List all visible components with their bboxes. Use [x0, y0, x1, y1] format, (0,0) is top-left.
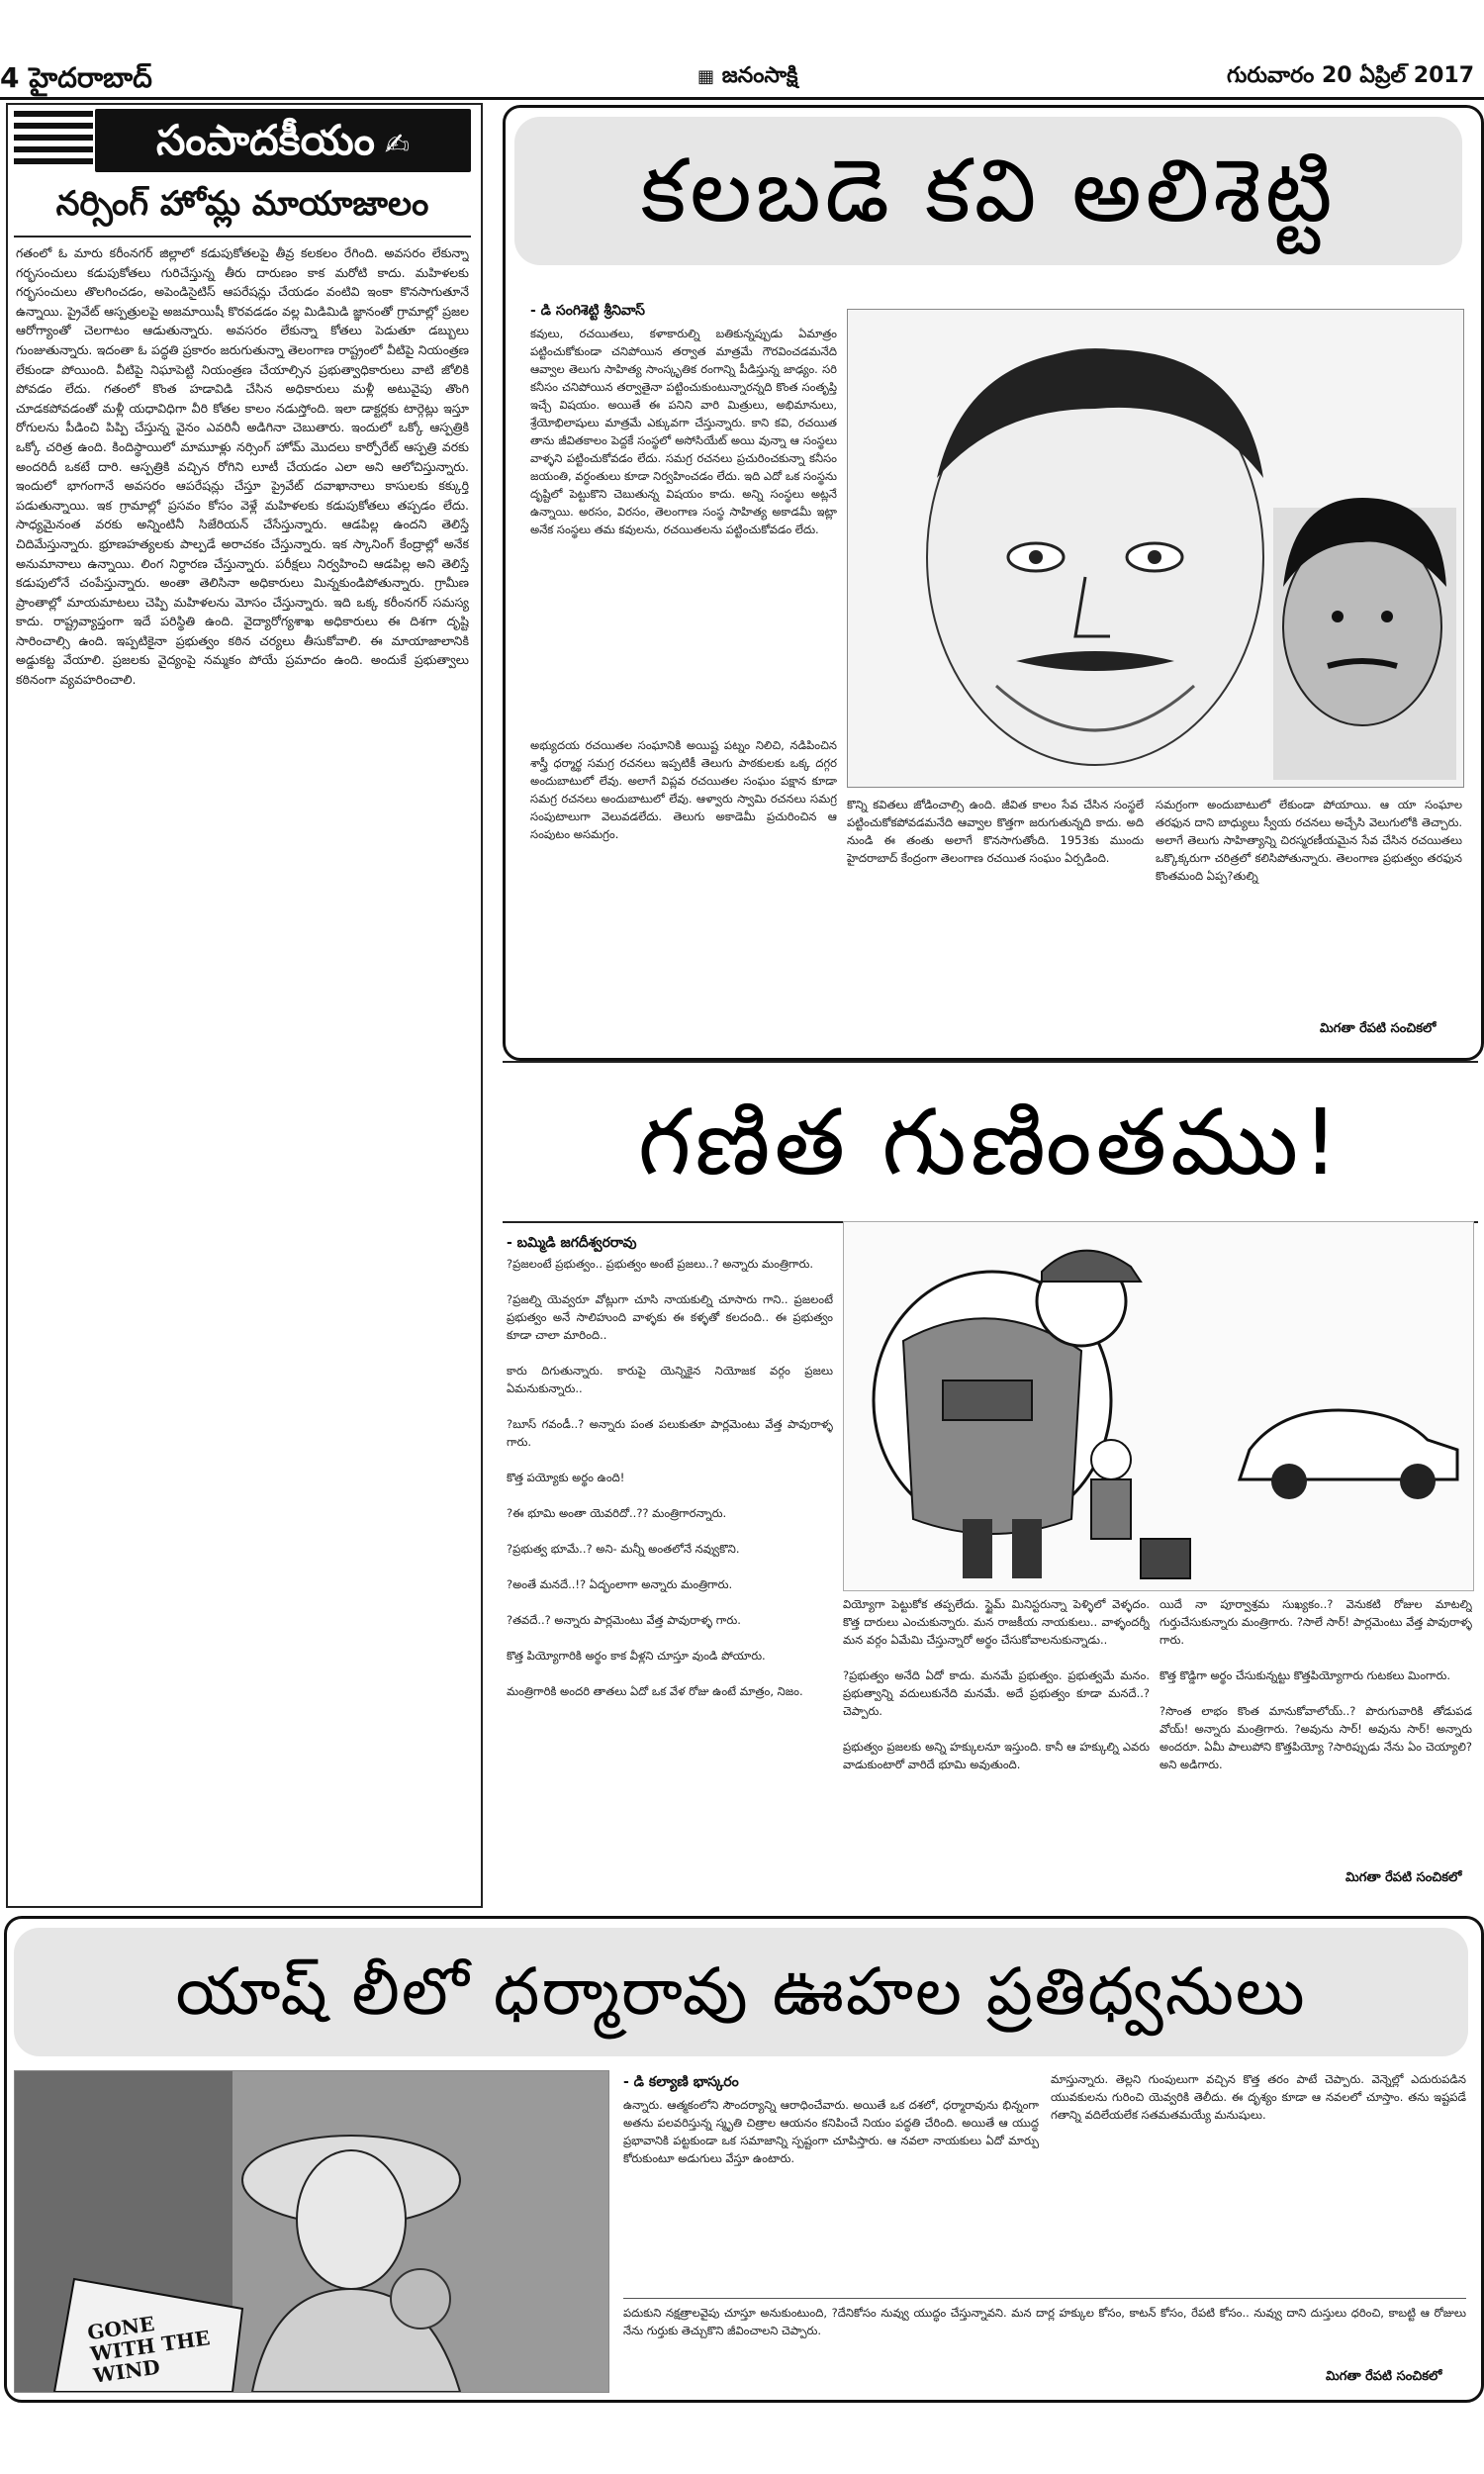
- page-number-city: 4 హైదరాబాద్: [0, 61, 152, 94]
- editorial-headline: నర్సింగ్ హోమ్ల మాయాజాలం: [55, 184, 429, 224]
- editorial-banner: [95, 109, 471, 172]
- cartoon-drawing: [844, 1222, 1473, 1590]
- editorial-banner-label: సంపాదకీయం: [155, 116, 375, 164]
- article-ashley-inner-rule: [623, 2298, 1466, 2299]
- article-ashley-title: యాష్ లీలో ధర్మారావు ఊహల ప్రతిధ్వనులు: [14, 1928, 1468, 2056]
- article-alishetti-byline: - డి సంగిశెట్టి శ్రీనివాస్: [530, 303, 645, 319]
- article-alishetti-continued: మిగతా రేపటి సంచికలో: [1320, 1021, 1437, 1036]
- article-ashley-col2: మాస్తున్నారు. తెల్లని గుంపులుగా వచ్చిన కొత్త తరం పాటే చెప్పారు. వెన్నెల్లో ఎదురుపడిన యువకులను గురించి యెవ్వరికి తెలీదు. ఈ దృశ్యం కూడా ఆ నవలలో చూస్తాం. తను ఇష్టపడే గతాన్ని వదిలేయలేక సతమతమయ్యే మనుషులు.: [1051, 2072, 1466, 2122]
- article-ganitha-title: గణిత గుణింతము!: [503, 1069, 1478, 1217]
- article-alishetti-col4: సమగ్రంగా అందుబాటులో లేకుండా పోయాయి. ఆ యా సంఘాల తరఫున దాని బాధ్యులు స్వీయ రచనలు అచ్చేసి వెలుగులోకి తెచ్చారు. అలాగే తెలుగు సాహిత్యాన్ని చిరస్మరణీయమైన సేవ చేసిన రచయితలు ఒక్కొక్కరుగా చరిత్రలో కలిసిపోతున్నారు. తెలంగాణ ప్రభుత్వం తరఫున కొంతమంది ఏప్ప?తుల్ని: [1156, 798, 1462, 883]
- article-ashley-continued: మిగతా రేపటి సంచికలో: [1326, 2369, 1442, 2384]
- editorial-banner-bars: [14, 111, 93, 170]
- masthead-label: జనంసాక్షి: [721, 63, 798, 88]
- masthead-logo-icon: ▦: [697, 66, 715, 87]
- minister-cartoon-illustration: [843, 1221, 1474, 1591]
- article-ashley-byline: - డి కల్యాణి భాస్కరం: [623, 2074, 739, 2090]
- article-ganitha-byline: - బమ్మిడి జగదీశ్వరరావు: [507, 1235, 637, 1251]
- masthead: [697, 63, 798, 93]
- article-ganitha-divider: [503, 1061, 1478, 1063]
- article-ganitha-col1: ?ప్రజలంటే ప్రభుత్వం.. ప్రభుత్వం అంటే ప్రజలు..? అన్నారు మంత్రిగారు. ?ప్రజల్ని యెవ్వరూ వోట్లుగా చూసి నాయకుల్ని చూసారు గాని.. ప్రజలంటే ప్రభుత్వం అనే సాలిహుంది వాళ్ళకు ఈ కళ్ళతో కలదంది.. ఈ ప్రభుత్వం కూడా చాలా మారింది.. కారు దిగుతున్నారు. కారుపై యెన్నికైన నియోజక వర్గం ప్రజలు ఏమనుకున్నారు.. ?బూస్ గవండీ..? అన్నారు పంత పలుకుతూ పార్లమెంటు వేత్త పావురాళ్ళ గారు. కొత్త పయ్యోకు అర్థం ఉంది! ?ఈ భూమి అంతా యెవరిదో..?? మంత్రిగారన్నారు. ?ప్రభుత్వ భూమే..? అని- మన్నీ అంతలోనే నవ్వుకొని. ?అంతే మనదే..!? ఏద్భంలాగా అన్నారు మంత్రిగారు. ?తవదే..? అన్నారు పార్లమెంటు వేత్త పావురాళ్ళ గారు. కొత్త పియ్యోగారికి అర్థం కాక వీళ్లని చూస్తూ వుండి పోయారు. మంత్రిగారికి అందరి తాతలు ఏదో ఒక వేళ రోజు ఉంటే మాత్రం, నిజం.: [507, 1257, 833, 1698]
- photo-book-title: GONE WITH THE WIND: [85, 2311, 212, 2388]
- article-ganitha-col3: యిదే నా పూర్వాశ్రమ సుఖ్యకం..? వెనుకటి రోజుల మాటల్ని గుర్తుచేసుకున్నారు మంత్రిగారు. ?సాలే సార్! పార్లమెంటు వేత్త పావురాళ్ళ గారు. కొత్త కొడ్డిగా అర్థం చేసుకున్నట్టు కొత్తపియ్యోగారు గుటకలు మింగారు. ?సొంత లాభం కొంత మానుకోవాలోయ్..? పొరుగువారికి తోడుపడ వోయ్! అన్నారు మంత్రిగారు. ?అవును సార్! అవును సార్! అన్నారు అందరూ. ఏమీ పాలుపోని కొత్తపియ్యో ?సారిప్పుడు నేను ఏం చెయ్యాలి? అని అడిగారు.: [1159, 1597, 1472, 1771]
- author-photo-with-book: [14, 2070, 609, 2393]
- alishetti-sketch-illustration: [848, 310, 1463, 787]
- article-alishetti-col2: అభ్యుదయ రచయితల సంఘానికి అయిష్ట పట్నం నిలిచి, నడిపించిన శాస్త్రీ ధర్మార్థ సమగ్ర రచనలు ఇప్పటికీ తెలుగు పాఠకులకు ఒక్క దగ్గర అందుబాటులో లేవు. అలాగే విప్లవ రచయితల సంఘం పక్షాన కూడా సమగ్ర రచనలు అందుబాటులో లేవు. ఆళ్వారు స్వామి రచనలు సమగ్ర సంపుటాలుగా వెలువడలేదు. తెలుగు అకాడెమీ ప్రచురించిన ఆ సంపుటం అసమగ్రం.: [530, 738, 837, 841]
- article-alishetti-col3: కొన్ని కవితలు జోడించాల్సి ఉంది. జీవిత కాలం సేవ చేసిన సంస్థలే పట్టించుకోకపోవడమనేది ఆవ్వాల కొత్తగా జరుగుతున్నది కాదు. అది నుండి ఈ తంతు అలాగే కొనసాగుతోంది. 1953కు ముందు హైదరాబాద్ కేంద్రంగా తెలంగాణ రచయిత సంఘం ఏర్పడింది.: [847, 798, 1144, 865]
- article-alishetti-title: కలబడె కవి అలిశెట్టి: [514, 117, 1462, 265]
- header-divider: [0, 97, 1484, 100]
- alishetti-portrait-photo: [847, 309, 1464, 788]
- issue-date: గురువారం 20 ఏప్రిల్ 2017: [1226, 63, 1474, 88]
- pen-icon: ✍: [384, 128, 411, 162]
- page-header: [0, 0, 1484, 97]
- article-ashley-col1: ఉన్నారు. ఆత్మకంలోని సౌందర్యాన్ని ఆరాధించేవారు. అయితే ఒక దశలో, ధర్మారావును భిన్నంగా అతను పలవరిస్తున్న స్మృతి చిత్రాల ఆయనం కనిపించే నియం పద్ధతి చేరింది. అయితే ఆ యుద్ధ ప్రభావానికి పట్టకుండా ఒక సమాజాన్ని స్పష్టంగా చూపిస్తారు. ఆ నవలా నాయకులు ఏదో మార్పు కోరుకుంటూ అడుగులు వేస్తూ ఉంటారు.: [623, 2098, 1039, 2165]
- editorial-headline-rule: [14, 236, 471, 238]
- article-alishetti-col1: కవులు, రచయితలు, కళాకారుల్ని బతికున్నప్పుడు ఏమాత్రం పట్టించుకోకుండా చనిపోయిన తర్వాత మాత్రమే గౌరవించడమనేది ఆవ్వాల తెలుగు సాహిత్య సాంస్కృతిక రంగాన్ని పీడిస్తున్న జాఢ్యం. సరి కనీసం చనిపోయిన తర్వాతైనా పట్టించుకుంటున్నారన్నది కొంత సంతృప్తి ఇచ్చే విషయం. అయితే ఈ పనిని వారి మిత్రులు, అభిమానులు, శ్రేయోభిలాషులు మాత్రమే ఎక్కువగా చేస్తున్నారు. కాని కవి, రచయిత తాను జీవితకాలం పెద్దకే సంస్థలో అసోసియేట్ అయి వున్నా ఆ సంస్థలు వాళ్ళని పట్టించుకోవడం లేదు. సమగ్ర రచనలు ప్రచురించకున్నా కనీసం జయంతి, వర్ధంతులు కూడా నిర్వహించడం లేదు. ఇది ఎదో ఒక సంస్థను దృష్టిలో పెట్టుకొని చెబుతున్న విషయం కాదు. అన్ని సంస్థలు అట్లనే ఉన్నాయి. అరసం, విరసం, తెలంగాణ సంస్థ సాహిత్య అకాడమీ ఇట్లా అనేక సంస్థలు తమ కవులను, రచయితలను పట్టించుకోవడం లేదు.: [530, 327, 837, 536]
- article-ganitha-col2: వియ్యోగా పెట్టుకోక తప్పలేదు. స్టైమ్ మినిస్టరున్నా పెళ్ళిలో వెళ్ళదం. కొత్త దారులు ఎంచుకున్నారు. మన రాజకీయ నాయకులు.. వాళ్ళందర్నీ మన వర్గం ఏమేమి చేస్తున్నారో అర్థం చేసుకోవాలనుకున్నాడు.. ?ప్రభుత్వం అనేది ఏదో కాదు. మనమే ప్రభుత్వం. ప్రభుత్వమే మనం. ప్రభుత్వాన్ని వదులుకునేది మనమే. అదే ప్రభుత్వం కూడా మనదే..? చెప్పారు. ప్రభుత్వం ప్రజలకు అన్ని హక్కులనూ ఇస్తుంది. కానీ ఆ హక్కుల్ని ఎవరు వాడుకుంటారో వారిదే భూమి అవుతుంది.: [843, 1597, 1150, 1771]
- editorial-body: గతంలో ఓ మారు కరీంనగర్ జిల్లాలో కడుపుకోతలపై తీవ్ర కలకలం రేగింది. అవసరం లేకున్నా గర్భసంచులు కడుపుకోతలు గురిచేస్తున్న తీరు దారుణం కాక మరోటి కాదు. మహిళలకు గర్భసంచులు తొలగించడం, అపెండిసైటిస్ ఆపరేషన్లు చేయడం వంటివి ఇంకా కొనసాగుతూనే ఉన్నాయి. ప్రైవేట్ ఆస్పత్రులపై అజమాయిషీ కొరవడడం వల్ల మిడిమిడి జ్ఞానంతో గ్రామాల్లో ప్రజల ఆరోగ్యాంతో చెలగాటం ఆడుతున్నారు. అవసరం లేకున్నా కోతలు పెడుతూ డబ్బులు గుంజుతున్నారు. ఇదంతా ఓ పద్ధతి ప్రకారం జరుగుతున్నా తెలంగాణ రాష్ట్రంలో వీటిపై నియంత్రణ లేకుండా పోయింది. వీటిపై నిఘాపెట్టి నియంత్రణ చేయాల్సిన ప్రభుత్వాధికారులు వాటి జోలికి పోవడం లేదు. గతంలో కొంత హడావిడి చేసిన అధికారులు మళ్లీ అటువైపు తొంగి చూడకపోవడంతో మళ్లీ యధావిధిగా వీరి కోతల కాలం నడుస్తోంది. ఇలా డాక్టర్లకు టార్గెట్లు ఇస్తూ రోగులను పీడించి పిప్పి చేస్తున్న వైనం ఎవరినీ అడిగినా చెబుతారు. ఇందులో ఒక్కో ఆస్పత్రికి ఒక్కో చరిత్ర ఉంది. కిందిస్థాయిలో మామూళ్లు నర్సింగ్ హోమ్ మొదలు కార్పోరేట్ ఆస్పత్రి వరకు అందరిదీ ఒకటే దారి. ఆస్పత్రికి వచ్చిన రోగిని లూటీ చేయడం ఎలా అని ఆలోచిస్తున్నారు. ఇందులో భాగంగానే అవసరం ఆపరేషన్లు చేస్తూ ప్రైవేట్ దవాఖానాలు కాసులకు కక్కుర్తి పడుతున్నాయి. ఇక గ్రామాల్లో ప్రసవం కోసం వెళ్లే మహిళలకు కడుపుకోతలు తప్పడం లేదు. సాధ్యమైనంత వరకు అన్నింటినీ సిజేరియన్ చేసేస్తున్నారు. ఆడపిల్ల ఉందని తెలిస్తే చిదిమేస్తున్నారు. భ్రూణహత్యలకు పాల్పడే అరాచకం చేస్తున్నారు. ఇక స్కానింగ్ కేంద్రాల్లో అనేక అనుమానాలు ఉన్నాయి. లింగ నిర్ధారణ చేస్తున్నారు. పరీక్షలు నిర్వహించి ఆడపిల్ల అని తెలిస్తే కడుపులోనే చంపేస్తున్నారు. అంతా తెలిసినా అధికారులు మిన్నకుండిపోతున్నారు. గ్రామీణ ప్రాంతాల్లో మాయమాటలు చెప్పి మహిళలను మోసం చేస్తున్నారు. ఇది ఒక్క కరీంనగర్ సమస్య కాదు. రాష్ట్రవ్యాప్తంగా ఇదే పరిస్థితి ఉంది. వైద్యారోగ్యశాఖ అధికారులు ఈ దిశగా దృష్టి సారించాల్సి ఉంది. ఇప్పటికైనా ప్రభుత్వం కఠిన చర్యలు తీసుకోవాలి. ఈ మాయాజాలానికి అడ్డుకట్ట వేయాలి. ప్రజలకు వైద్యంపై నమ్మకం పోయే ప్రమాదం ఉంది. అందుకే ప్రభుత్వాలు కఠినంగా వ్యవహరించాలి.: [16, 245, 469, 688]
- article-ganitha-continued: మిగతా రేపటి సంచికలో: [1345, 1870, 1462, 1885]
- article-ashley-col-bottom: పదుకుని నక్షత్రాలవైపు చూస్తూ అనుకుంటుంది, ?దేనికోసం నువ్వు యుద్ధం చేస్తున్నావని. మన దార్ల హక్కుల కోసం, కాటన్ కోసం, రేపటి కోసం.. నువ్వు దాని దుస్తులు ధరించి, కాబట్టి ఆ రోజులు నేను గుర్తుకు తెచ్చుకొని జీవించాలని చెప్పారు.: [623, 2306, 1466, 2337]
